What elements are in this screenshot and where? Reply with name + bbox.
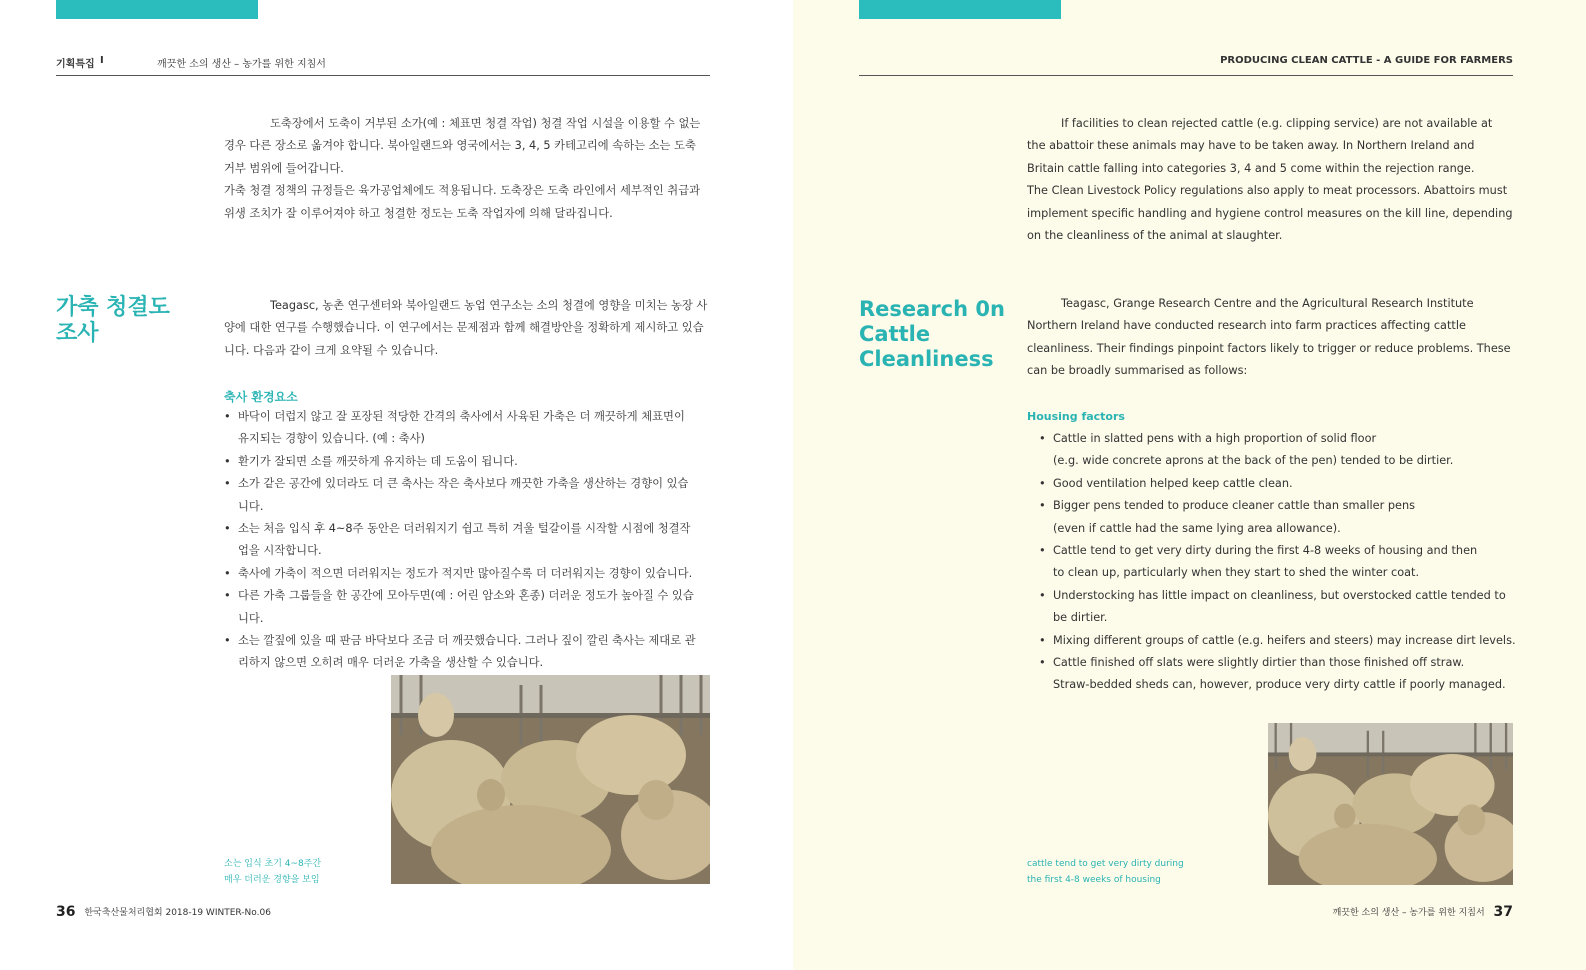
header-section-label: 기획특집 [56,59,95,70]
section-title [859,297,1005,372]
list-item [224,563,699,585]
list-item-line: Understocking has little impact on cleanliness, but overstocked cattle tended to [1053,588,1506,602]
bullet-list [1039,428,1529,697]
bullet-dot: • [1039,544,1046,558]
caption-line: 소는 입식 초기 4~8주간 [224,859,322,869]
bullet-dot: • [224,410,231,423]
list-item-line: Bigger pens tended to produce cleaner cattle than smaller pens [1053,499,1416,513]
list-item [1039,540,1529,585]
header-divider: I [100,55,104,66]
section-title-line: 가축 청결도 [56,295,170,320]
cattle-photo-art [1268,723,1513,885]
list-item-text: 축사에 가축이 적으면 더러워지는 정도가 적지만 많아질수록 더 더러워지는 경향이 있습니다. [238,566,693,580]
subheading: Housing factors [1027,410,1125,423]
list-item-text: 소는 깔짚에 있을 때 판금 바닥보다 조금 더 깨끗했습니다. 그러나 짚이 깔린 축사는 제대로 관리하지 않으면 오히려 매우 더러운 가축을 생산할 수 있습니다. [238,634,696,670]
page-number: 37 [1493,904,1513,920]
bullet-dot: • [1039,588,1046,602]
list-item-line: Cattle tend to get very dirty during the first 4-8 weeks of housing and then [1053,544,1478,558]
research-text [224,295,710,362]
cattle-photo-art [391,675,710,884]
intro-paragraph: If facilities to clean rejected cattle (e.g. clipping service) are not available at the abattoir these animals may have to be taken away. In Northern Ireland and Britain cattle falling into categories 3, 4 and 5 come within the rejection range. [1027,117,1493,175]
list-item-line: to clean up, particularly when they start to shed the winter coat. [1053,566,1420,580]
list-item-line: be dirtier. [1053,611,1108,625]
list-item-line: (e.g. wide concrete aprons at the back of the pen) tended to be dirtier. [1053,454,1454,468]
caption-line: 매우 더러운 경향을 보임 [224,875,320,885]
caption-line: cattle tend to get very dirty during [1027,859,1184,869]
list-item [1039,630,1529,652]
footer-text: 한국축산물처리협회 2018-19 WINTER-No.06 [84,908,271,918]
footer-text: 깨끗한 소의 생산 – 농가를 위한 지침서 [1332,908,1485,918]
list-item-line: Straw-bedded sheds can, however, produce very dirty cattle if poorly managed. [1053,678,1506,692]
intro-paragraph: 도축장에서 도축이 거부된 소가(예 : 체표면 청결 작업) 청결 작업 시설을 이용할 수 없는 경우 다른 장소로 옮겨야 합니다. 북아일랜드와 영국에서는 3, 4, 5 카테고리에 속하는 소는 도축 거부 범위에 들어갑니다. [224,117,701,175]
list-item [224,585,699,630]
list-item-line: Good ventilation helped keep cattle clean. [1053,476,1293,490]
list-item [1039,652,1529,697]
list-item [224,630,699,675]
list-item-text: 다른 가축 그룹들을 한 공간에 모아두면(예 : 어린 암소와 혼종) 더러운 정도가 높아질 수 있습니다. [238,589,694,625]
header-title: 깨끗한 소의 생산 – 농가를 위한 지침서 [157,59,326,70]
section-title-line: Cattle [859,322,931,346]
list-item [224,451,699,473]
list-item-text: 소는 처음 입식 후 4~8주 동안은 더러워지기 쉽고 특히 겨울 털갈이를 시작할 시점에 청결작업을 시작합니다. [238,522,691,558]
bullet-dot: • [1039,499,1046,513]
page-number: 36 [56,904,76,920]
photo-caption [1027,856,1184,888]
bullet-dot: • [224,522,231,536]
research-paragraph: Teagasc, Grange Research Centre and the Agricultural Research Institute Northern Ireland have conducted research into farm practices affecting cattle cleanliness. Their findings pinpoint factors likely to trigger or reduce problems. These can be broadly summarised as follows: [1027,297,1511,378]
list-item [1039,428,1529,473]
section-title [56,295,170,347]
subheading: 축사 환경요소 [224,390,298,404]
photo-caption [224,856,321,888]
header-title: PRODUCING CLEAN CATTLE - A GUIDE FOR FARMERS [1220,55,1513,66]
section-tab-accent [56,0,258,19]
section-title-line: Research 0n [859,297,1005,321]
list-item-line: Mixing different groups of cattle (e.g. heifers and steers) may increase dirt levels. [1053,633,1516,647]
list-item [224,518,699,563]
intro-paragraph: 가축 청결 정책의 규정들은 육가공업체에도 적용됩니다. 도축장은 도축 라인에서 세부적인 취급과 위생 조치가 잘 이루어져야 하고 청결한 정도는 도축 작업자에 의해 달라집니다. [224,184,701,220]
section-title-line: Cleanliness [859,347,994,371]
bullet-dot: • [1039,476,1046,490]
bullet-dot: • [224,634,231,648]
list-item [1039,495,1529,540]
bullet-dot: • [224,477,231,491]
list-item-text: 바닥이 더럽지 않고 잘 포장된 적당한 간격의 축사에서 사육된 가축은 더 깨끗하게 체표면이 유지되는 경향이 있습니다. (예 : 축사) [238,410,685,446]
list-item-line: Cattle in slatted pens with a high proportion of solid floor [1053,432,1377,445]
header-rule [859,75,1513,76]
bullet-dot: • [224,566,231,580]
list-item [224,473,699,518]
bullet-dot: • [1039,432,1046,445]
bullet-dot: • [224,454,231,468]
bullet-list [224,406,699,675]
list-item [224,406,699,451]
list-item-text: 환기가 잘되면 소를 깨끗하게 유지하는 데 도움이 됩니다. [238,454,518,468]
bullet-dot: • [224,589,231,603]
cattle-photo [391,675,710,884]
list-item-line: Cattle finished off slats were slightly dirtier than those finished off straw. [1053,656,1465,670]
section-title-line: 조사 [56,321,99,346]
list-item [1039,585,1529,630]
research-text [1027,293,1513,383]
list-item-line: (even if cattle had the same lying area allowance). [1053,521,1341,535]
intro-paragraph: The Clean Livestock Policy regulations also apply to meat processors. Abattoirs must implement specific handling and hygiene control measures on the kill line, depending on the cleanliness of the animal at slaughter. [1027,184,1513,243]
header-rule [56,75,710,76]
research-paragraph: Teagasc, 농촌 연구센터와 북아일랜드 농업 연구소는 소의 청결에 영향을 미치는 농장 사양에 대한 연구를 수행했습니다. 이 연구에서는 문제점과 함께 해결방안을 정확하게 제시하고 있습니다. 다음과 같이 크게 요약될 수 있습니다. [224,299,708,357]
bullet-dot: • [1039,633,1046,647]
list-item [1039,473,1529,495]
bullet-dot: • [1039,656,1046,670]
page-footer [56,904,271,920]
cattle-photo [1268,723,1513,885]
intro-text [224,113,710,225]
section-tab-accent [859,0,1061,19]
right-page [793,0,1586,970]
list-item-text: 소가 같은 공간에 있더라도 더 큰 축사는 작은 축사보다 깨끗한 가축을 생산하는 경향이 있습니다. [238,477,689,513]
intro-text [1027,113,1513,247]
caption-line: the first 4-8 weeks of housing [1027,875,1161,885]
page-footer [1333,904,1513,920]
